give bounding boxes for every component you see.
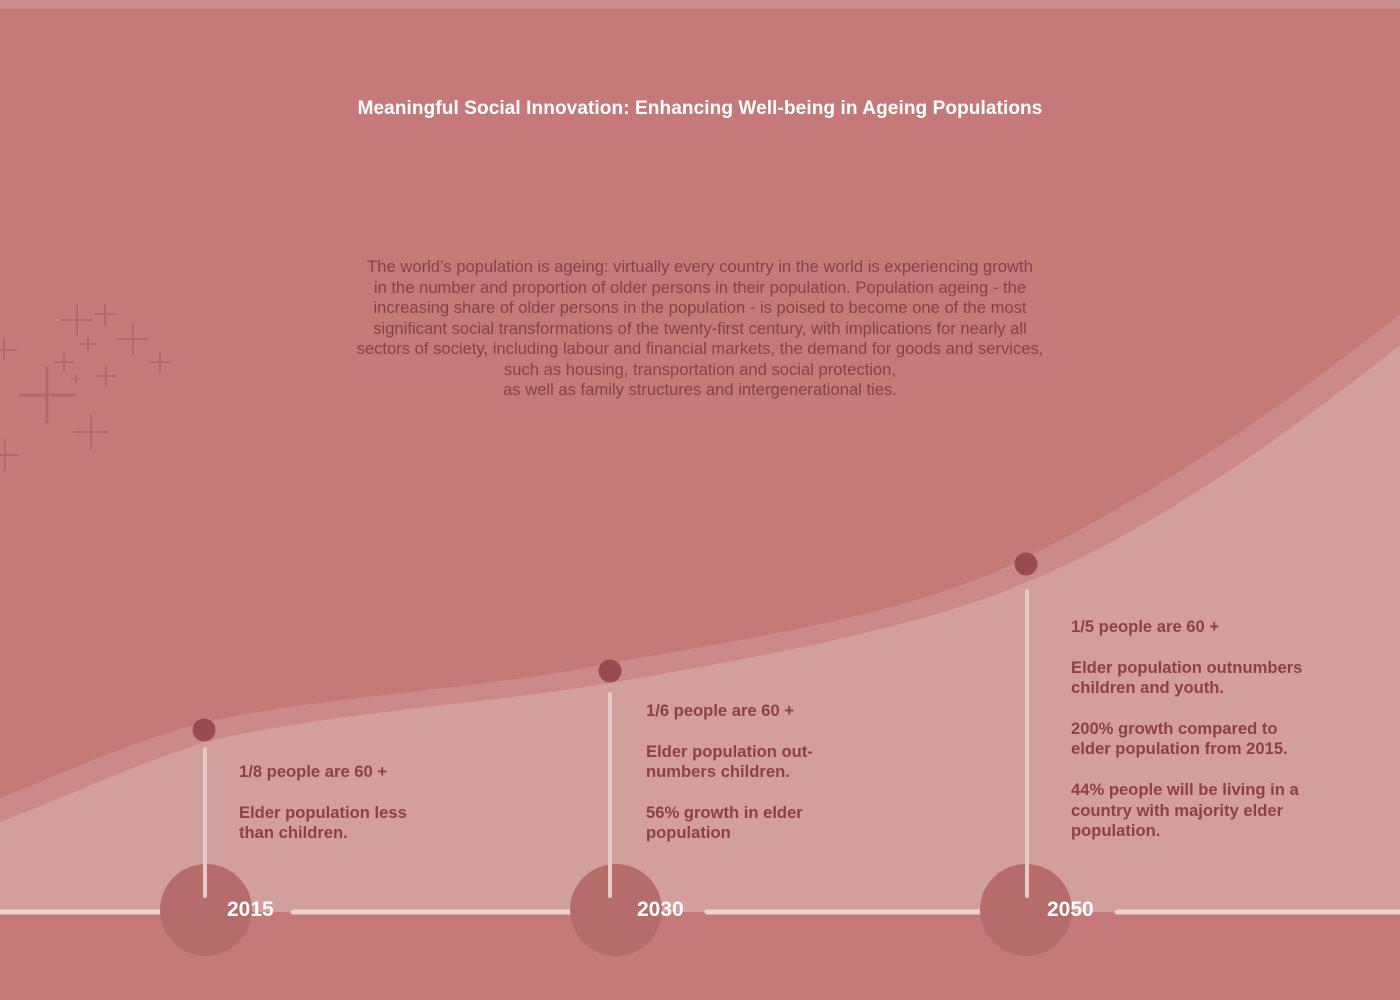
page-title: Meaningful Social Innovation: Enhancing Well-being in Ageing Populations	[357, 98, 1043, 119]
marker-dot-2030	[599, 660, 622, 683]
intro-paragraph	[250, 257, 1150, 401]
milestone-note	[646, 701, 813, 721]
milestone-notes-2030	[646, 701, 813, 844]
intro-line: increasing share of older persons in the population - is poised to become one of the most	[373, 298, 1027, 317]
note-line: 44% people will be living in a	[1071, 780, 1299, 800]
note-line: children and youth.	[1071, 678, 1225, 698]
intro-line: significant social transformations of the twenty-first century, with implications for nearly all	[373, 318, 1027, 338]
milestone-note	[1071, 719, 1302, 760]
milestone-note	[239, 803, 407, 844]
milestone-notes-2050	[1071, 617, 1302, 841]
year-label-2030: 2030	[637, 898, 684, 921]
sparkle-cross-icon	[0, 304, 170, 470]
intro-line: sectors of society, including labour and financial markets, the demand for goods and services,	[356, 339, 1044, 358]
intro-line: as well as family structures and intergenerational ties.	[503, 380, 897, 399]
note-line: 1/6 people are 60 +	[646, 701, 795, 720]
note-line: country with majority elder	[1071, 800, 1284, 820]
milestone-notes-2015	[239, 762, 407, 844]
milestone-note	[646, 803, 813, 844]
note-line: Elder population less	[239, 802, 407, 822]
note-line: 1/8 people are 60 +	[239, 762, 388, 781]
note-line: population	[646, 823, 731, 843]
note-line: elder population from 2015.	[1071, 739, 1288, 759]
year-label-2015: 2015	[227, 898, 274, 921]
milestone-note	[1071, 658, 1302, 699]
marker-dot-2015	[193, 719, 216, 742]
note-line: population.	[1071, 821, 1161, 841]
milestone-note	[646, 742, 813, 783]
intro-line: The world’s population is ageing: virtually every country in the world is experiencing growth	[367, 257, 1033, 276]
note-line: numbers children.	[646, 762, 790, 782]
milestone-note	[1071, 617, 1302, 637]
note-line: 200% growth compared to	[1071, 719, 1278, 738]
milestone-note	[1071, 780, 1302, 841]
intro-line: such as housing, transportation and social protection,	[503, 359, 897, 379]
marker-dot-2050	[1015, 553, 1038, 576]
note-line: 1/5 people are 60 +	[1071, 617, 1220, 636]
year-label-2050: 2050	[1047, 898, 1094, 921]
milestone-note	[239, 762, 407, 782]
intro-line: in the number and proportion of older persons in their population. Population ageing - the	[373, 277, 1027, 297]
note-line: 56% growth in elder	[646, 803, 803, 822]
note-line: Elder population out-	[646, 741, 813, 761]
note-line: Elder population outnumbers	[1071, 657, 1303, 677]
note-line: than children.	[239, 823, 348, 843]
